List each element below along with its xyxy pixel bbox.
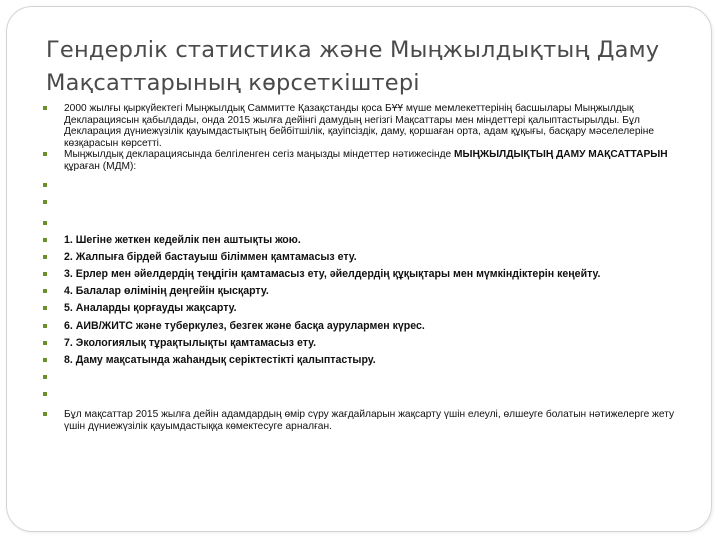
goal-text: 7. Экологиялық тұрақтылықты қамтамасыз ету. bbox=[64, 336, 317, 349]
goal-item bbox=[42, 300, 682, 317]
goal-text: 8. Даму мақсатында жаһандық серіктестікті қалыптастыру. bbox=[64, 353, 376, 366]
intro-text-1: 2000 жылғы қыркүйектегі Мыңжылдық Саммитте Қазақстанды қоса БҰҰ мүше мемлекеттерінің басшылары Мыңжылдық Декларациясын қабылдады, онда 2015 жылға дейінгі дамудың негізгі Мақсаттары мен міндеттері қалыптастырылды. Бұл Декларация дүниежүзілік қауымдастықтың бейбітшілік, қауіпсіздік, даму, қоршаған орта, адам құқығы, басқару мәселелеріне көзқарасын көрсетті. bbox=[64, 103, 655, 149]
intro-text-2 bbox=[64, 149, 682, 172]
goal-text: 5. Аналарды қорғауды жақсарту. bbox=[64, 302, 237, 315]
title-line-1: Гендерлік статистика және Мыңжылдықтың Даму bbox=[46, 37, 660, 63]
bullet-empty bbox=[42, 177, 682, 194]
bullet-empty bbox=[42, 386, 682, 403]
goal-text: 1. Шегіне жеткен кедейлік пен аштықты жою. bbox=[64, 233, 301, 246]
slide-content bbox=[42, 103, 682, 432]
goal-text: 6. АИВ/ЖИТС және туберкулез, безгек және басқа аурулармен күрес. bbox=[64, 319, 425, 332]
goal-item bbox=[42, 283, 682, 300]
bullet-closing bbox=[42, 409, 682, 432]
intro-2-bold: МЫҢЖЫЛДЫҚТЫҢ ДАМУ МАҚСАТТАРЫН bbox=[454, 149, 668, 161]
goal-item bbox=[42, 335, 682, 352]
goal-item bbox=[42, 266, 682, 283]
intro-2-prefix: Мыңжылдық декларациясында белгіленген сегіз маңызды міндеттер нәтижесінде bbox=[64, 149, 455, 161]
goal-text: 4. Балалар өлімінің деңгейін қысқарту. bbox=[64, 285, 269, 298]
bullet-intro-1 bbox=[42, 103, 682, 149]
goal-item bbox=[42, 352, 682, 369]
goal-text: 2. Жалпыға бірдей бастауыш біліммен қамтамасыз ету. bbox=[64, 250, 357, 263]
goal-item bbox=[42, 232, 682, 249]
bullet-empty bbox=[42, 369, 682, 386]
closing-text: Бұл мақсаттар 2015 жылға дейін адамдардың өмір сүру жағдайларын жақсарту үшін елеулі, өлшеуге болатын нәтижелерге жету үшін дүниежүзілік қауымдастыққа көмектесуге арналған. bbox=[64, 409, 675, 432]
bullet-empty bbox=[42, 215, 682, 232]
bullet-intro-2 bbox=[42, 149, 682, 172]
goal-item bbox=[42, 318, 682, 335]
bullet-empty bbox=[42, 194, 682, 211]
goal-item bbox=[42, 249, 682, 266]
slide-title bbox=[46, 34, 686, 100]
goal-text: 3. Ерлер мен әйелдердің теңдігін қамтамасыз ету, әйелдердің құқықтары мен мүмкіндіктерін кеңейту. bbox=[64, 267, 601, 280]
intro-2-suffix: құраған (МДМ): bbox=[64, 160, 137, 172]
title-line-2: Мақсаттарының көрсеткіштері bbox=[46, 70, 420, 96]
